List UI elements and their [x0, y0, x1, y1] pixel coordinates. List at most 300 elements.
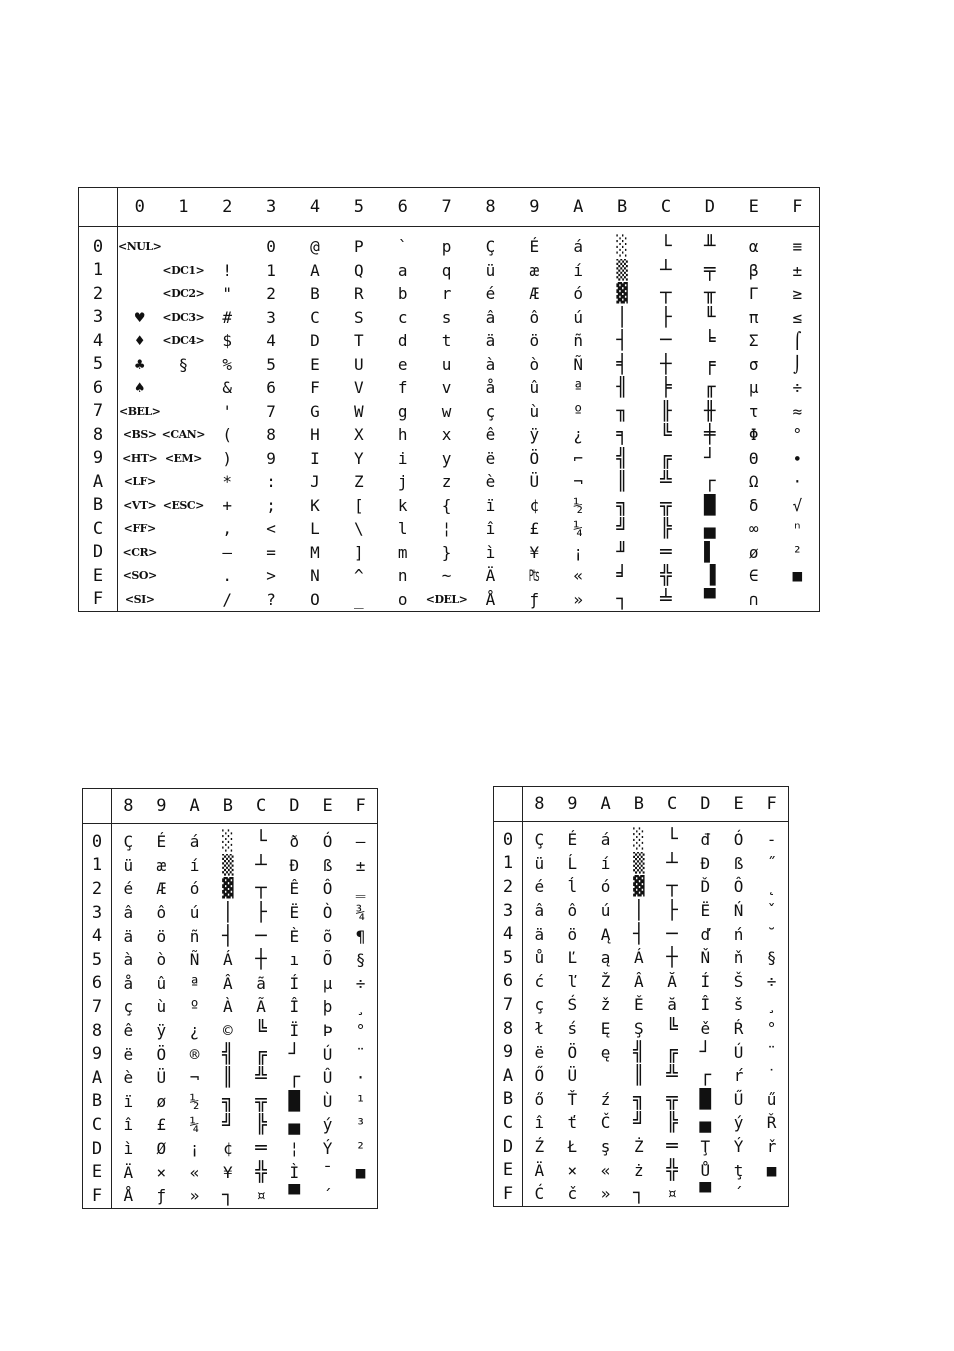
char-cell: a: [397, 260, 408, 280]
char-cell: ő: [534, 1089, 545, 1109]
char-cell: ù: [529, 401, 540, 421]
char-cell: █: [288, 1089, 301, 1112]
table-row: [494, 852, 789, 876]
char-cell: X: [353, 425, 364, 445]
table-row: [83, 901, 378, 925]
char-cell: ╬: [255, 1160, 267, 1183]
char-cell: ò: [156, 950, 167, 970]
char-cell: [118, 259, 162, 283]
char-cell: Å: [123, 1186, 134, 1206]
char-cell: ╬: [666, 1158, 678, 1181]
char-cell: Ì: [289, 1162, 300, 1182]
char-cell: ¥: [529, 542, 540, 562]
char-cell: V: [353, 378, 364, 398]
char-cell: ┴: [660, 258, 672, 281]
table-row: [83, 924, 378, 948]
char-cell: -: [766, 830, 777, 850]
row-header: 6: [79, 376, 118, 400]
char-cell: Â: [634, 971, 644, 991]
char-cell: !: [222, 260, 232, 280]
char-cell: B: [310, 284, 320, 304]
char-cell: Ú: [733, 1042, 744, 1062]
table-row: [494, 1064, 789, 1088]
column-header: 2: [205, 188, 249, 227]
char-cell: $: [222, 331, 232, 351]
table-row: [83, 1019, 378, 1043]
char-cell: õ: [322, 926, 333, 946]
table-row: [494, 822, 789, 852]
char-cell: │: [616, 305, 628, 328]
char-cell: ╝: [633, 1111, 645, 1134]
char-cell: í: [189, 855, 200, 875]
column-header-row: [494, 787, 789, 822]
char-cell: ┌: [288, 1066, 301, 1089]
char-cell: /: [222, 589, 232, 609]
table-row: [79, 588, 820, 612]
char-cell: â: [123, 903, 134, 923]
char-cell: ı: [289, 950, 300, 970]
char-cell: #: [222, 307, 232, 327]
char-cell: ┼: [660, 352, 672, 375]
char-cell: «: [189, 1162, 200, 1182]
char-cell: █: [699, 1087, 712, 1110]
char-cell: ş: [600, 1137, 611, 1157]
row-header: A: [494, 1064, 523, 1088]
table-row: [494, 1017, 789, 1041]
char-cell: ▄: [699, 1111, 712, 1134]
table-body: [494, 822, 789, 1207]
char-cell: ░: [616, 235, 628, 258]
char-cell: Ż: [634, 1137, 644, 1157]
table-row: [79, 564, 820, 588]
char-cell: [161, 376, 205, 400]
char-cell: Ů: [700, 1160, 711, 1180]
char-cell: ┴: [255, 853, 267, 876]
char-cell: ÷: [766, 971, 777, 991]
table-row: [79, 282, 820, 306]
char-cell: σ: [748, 354, 759, 374]
char-cell: Ä: [485, 566, 496, 586]
char-cell: Σ: [748, 331, 759, 351]
char-cell: ò: [529, 354, 540, 374]
row-header: F: [83, 1184, 112, 1208]
char-cell: Ť: [567, 1089, 578, 1109]
char-cell: ┘: [288, 1042, 301, 1065]
char-cell: ≈: [792, 401, 803, 421]
char-cell: b: [397, 284, 408, 304]
char-cell: ═: [666, 1135, 678, 1158]
char-cell: 8: [266, 425, 276, 445]
char-cell: [755, 1182, 788, 1206]
char-cell: C: [310, 307, 320, 327]
char-cell: ╣: [222, 1042, 234, 1065]
char-cell: æ: [156, 855, 167, 875]
char-cell: °: [355, 1021, 366, 1041]
char-cell: ╧: [660, 587, 672, 610]
char-cell: ╦: [255, 1089, 267, 1112]
char-cell: ╠: [666, 1111, 678, 1134]
char-cell: ¯: [322, 1162, 333, 1182]
column-header: C: [656, 787, 689, 822]
char-cell: 0: [266, 237, 276, 257]
char-cell: Ř: [766, 1113, 777, 1133]
char-cell: ▄: [704, 517, 716, 540]
table-row: [494, 1111, 789, 1135]
char-cell: _: [353, 589, 364, 609]
table-row: [494, 1088, 789, 1112]
char-cell: ╙: [704, 305, 716, 328]
char-cell: <SI>: [124, 592, 155, 606]
char-cell: ≡: [792, 237, 803, 257]
char-cell: Î: [289, 997, 300, 1017]
row-header: 5: [83, 948, 112, 972]
char-cell: R: [353, 284, 364, 304]
column-header-row: [79, 188, 820, 227]
char-cell: ô: [156, 903, 167, 923]
char-cell: ×: [156, 1162, 167, 1182]
char-cell: ¿: [573, 425, 583, 445]
char-cell: ´: [322, 1186, 333, 1206]
char-cell: ê: [485, 425, 496, 445]
char-cell: ∈: [748, 566, 759, 586]
table-row: [83, 1113, 378, 1137]
char-cell: [776, 588, 820, 612]
char-cell: Ò: [322, 903, 333, 923]
row-header: B: [494, 1088, 523, 1112]
char-cell: ;: [266, 495, 276, 515]
char-cell: N: [310, 566, 320, 586]
char-cell: ╛: [616, 564, 628, 587]
char-cell: §: [178, 354, 189, 374]
table-row: [83, 877, 378, 901]
char-cell: æ: [529, 260, 540, 280]
column-header: F: [344, 789, 377, 824]
row-header: 8: [494, 1017, 523, 1041]
corner-cell: [494, 787, 523, 822]
row-header: 3: [79, 306, 118, 330]
row-header: 9: [79, 447, 118, 471]
char-cell: å: [123, 973, 134, 993]
char-cell: ╜: [616, 540, 628, 563]
char-cell: ╣: [616, 446, 628, 469]
char-cell: ': [222, 401, 232, 421]
char-cell: Æ: [156, 879, 167, 899]
char-cell: Ù: [322, 1091, 333, 1111]
table-row: [79, 227, 820, 259]
char-cell: [161, 470, 205, 494]
char-cell: ù: [156, 997, 167, 1017]
table-row: [494, 970, 789, 994]
column-header: A: [178, 789, 211, 824]
table-row: [494, 922, 789, 946]
column-header: 1: [161, 188, 205, 227]
column-header: 8: [469, 188, 513, 227]
corner-cell: [79, 188, 118, 227]
char-cell: ║: [222, 1066, 234, 1089]
code-table-upper-left: [82, 788, 378, 1209]
char-cell: O: [310, 589, 320, 609]
char-cell: ˝: [766, 853, 777, 873]
char-cell: ┬: [666, 875, 678, 898]
char-cell: ê: [123, 1021, 134, 1041]
char-cell: ²: [355, 1139, 366, 1159]
char-cell: ■: [355, 1162, 366, 1182]
char-cell: ú: [573, 307, 583, 327]
char-cell: :: [266, 472, 276, 492]
table-row: [79, 423, 820, 447]
char-cell: ç: [534, 995, 545, 1015]
char-cell: ł: [534, 1019, 545, 1039]
row-header: 8: [79, 423, 118, 447]
column-header: 3: [249, 188, 293, 227]
char-cell: Ï: [289, 1021, 300, 1041]
char-cell: x: [441, 425, 452, 445]
char-cell: [161, 564, 205, 588]
char-cell: ╥: [704, 282, 716, 305]
row-header: 4: [79, 329, 118, 353]
char-cell: <LF>: [123, 475, 156, 489]
char-cell: Ó: [733, 830, 744, 850]
table-row: [79, 517, 820, 541]
char-cell: º: [573, 401, 583, 421]
char-cell: Z: [353, 472, 364, 492]
char-cell: ═: [255, 1137, 267, 1160]
char-cell: Ą: [600, 924, 611, 944]
char-cell: ╢: [616, 376, 628, 399]
char-cell: └: [666, 828, 678, 851]
char-cell: ┤: [616, 329, 628, 352]
char-cell: á: [573, 237, 583, 257]
row-header: C: [79, 517, 118, 541]
table-row: [494, 899, 789, 923]
table-row: [83, 972, 378, 996]
char-cell: Ň: [700, 948, 711, 968]
char-cell: T: [353, 331, 364, 351]
char-cell: ╩: [666, 1064, 678, 1087]
char-cell: e: [397, 354, 408, 374]
char-cell: Ô: [322, 879, 333, 899]
table-row: [79, 353, 820, 377]
char-cell: Ö: [567, 1042, 578, 1062]
column-header: B: [211, 789, 244, 824]
char-cell: £: [529, 519, 540, 539]
char-cell: ,: [222, 519, 232, 539]
char-cell: │: [633, 899, 645, 922]
char-cell: ë: [534, 1042, 545, 1062]
char-cell: å: [485, 378, 496, 398]
char-cell: z: [441, 472, 452, 492]
table-row: [494, 1158, 789, 1182]
char-cell: {: [441, 495, 452, 515]
char-cell: ▀: [699, 1182, 712, 1205]
char-cell: U: [353, 354, 364, 374]
table-row: [83, 1137, 378, 1161]
char-cell: (: [222, 425, 232, 445]
table-row: [79, 541, 820, 565]
char-cell: ˇ: [766, 901, 777, 921]
char-cell: ╡: [616, 352, 628, 375]
char-cell: ó: [573, 284, 583, 304]
char-cell: ╕: [616, 423, 628, 446]
char-cell: ├: [666, 899, 678, 922]
char-cell: └: [255, 830, 267, 853]
char-cell: ś: [567, 1019, 578, 1039]
char-cell: ÷: [355, 973, 366, 993]
char-cell: i: [397, 448, 408, 468]
char-cell: ã: [256, 973, 266, 993]
column-header: 6: [381, 188, 425, 227]
char-cell: Ñ: [189, 950, 200, 970]
column-header: 4: [293, 188, 337, 227]
char-cell: ä: [123, 926, 134, 946]
char-cell: y: [441, 448, 452, 468]
table-row: [79, 470, 820, 494]
char-cell: ■: [792, 566, 803, 586]
char-cell: ∞: [748, 519, 759, 539]
char-cell: Ü: [156, 1068, 167, 1088]
char-cell: ▀: [288, 1184, 301, 1207]
char-cell: <BEL>: [119, 404, 161, 418]
char-cell: ń: [733, 924, 744, 944]
char-cell: µ: [322, 973, 333, 993]
char-cell: ♣: [134, 354, 145, 374]
char-cell: H: [310, 425, 320, 445]
char-cell: ╩: [255, 1066, 267, 1089]
char-cell: ¸: [355, 997, 366, 1017]
char-cell: ]: [353, 542, 364, 562]
char-cell: š: [733, 995, 744, 1015]
char-cell: [: [353, 495, 364, 515]
char-cell: Ä: [123, 1162, 134, 1182]
char-cell: ╦: [666, 1087, 678, 1110]
char-cell: ì: [123, 1139, 134, 1159]
char-cell: ă: [667, 995, 677, 1015]
row-header: 0: [83, 824, 112, 854]
char-cell: ╖: [616, 399, 628, 422]
char-cell: Ž: [600, 971, 611, 991]
char-cell: ¹: [355, 1091, 366, 1111]
char-cell: ì: [485, 542, 496, 562]
table-body: [79, 227, 820, 612]
char-cell: A: [310, 260, 320, 280]
char-cell: ║: [633, 1064, 645, 1087]
char-cell: ▓: [616, 282, 628, 305]
char-cell: é: [485, 284, 496, 304]
char-cell: <DC1>: [162, 263, 205, 277]
char-cell: ÿ: [156, 1021, 167, 1041]
char-cell: [205, 227, 249, 259]
column-header: 8: [112, 789, 145, 824]
char-cell: Ó: [322, 832, 333, 852]
char-cell: =: [266, 542, 276, 562]
char-cell: û: [529, 378, 540, 398]
code-table-upper-right: [493, 786, 789, 1207]
column-header: D: [278, 789, 311, 824]
char-cell: ╗: [633, 1087, 645, 1110]
char-cell: ≥: [792, 284, 803, 304]
char-cell: Å: [485, 589, 496, 609]
column-header: 8: [523, 787, 556, 822]
char-cell: ¼: [189, 1115, 200, 1135]
char-cell: ▓: [633, 875, 645, 898]
char-cell: ¡: [189, 1139, 200, 1159]
char-cell: «: [600, 1160, 611, 1180]
char-cell: `: [397, 237, 408, 257]
char-cell: [161, 541, 205, 565]
char-cell: τ: [748, 401, 759, 421]
char-cell: Ü: [529, 472, 540, 492]
char-cell: +: [222, 495, 232, 515]
char-cell: ╔: [660, 446, 672, 469]
char-cell: É: [156, 832, 167, 852]
char-cell: D: [310, 331, 320, 351]
char-cell: ╔: [666, 1040, 678, 1063]
char-cell: ~: [441, 566, 452, 586]
char-cell: m: [397, 542, 408, 562]
column-header: E: [311, 789, 344, 824]
column-header: F: [755, 787, 788, 822]
char-cell: Æ: [529, 284, 540, 304]
char-cell: ž: [600, 995, 611, 1015]
char-cell: Á: [634, 948, 644, 968]
char-cell: ß: [322, 855, 333, 875]
char-cell: <NUL>: [118, 240, 162, 254]
char-cell: î: [485, 519, 496, 539]
char-cell: <CAN>: [161, 428, 205, 442]
char-cell: ï: [485, 495, 496, 515]
char-cell: ¸: [766, 995, 777, 1015]
char-cell: ┌: [704, 470, 716, 493]
char-cell: ½: [189, 1091, 200, 1111]
char-cell: l: [397, 519, 408, 539]
char-cell: ß: [733, 853, 744, 873]
char-cell: W: [353, 401, 364, 421]
char-cell: ¦: [441, 519, 452, 539]
char-cell: ĺ: [567, 877, 578, 897]
row-header: 3: [494, 899, 523, 923]
char-cell: Č: [600, 1113, 611, 1133]
char-cell: ⌠: [792, 331, 803, 351]
char-cell: Θ: [748, 448, 759, 468]
char-cell: ¢: [529, 495, 540, 515]
char-cell: ý: [733, 1113, 744, 1133]
char-cell: J: [310, 472, 320, 492]
char-cell: S: [353, 307, 364, 327]
char-cell: δ: [748, 495, 759, 515]
char-cell: Ç: [534, 830, 545, 850]
char-cell: ï: [123, 1091, 134, 1111]
char-cell: 3: [266, 307, 276, 327]
char-cell: Ĺ: [567, 853, 578, 873]
char-cell: ┌: [699, 1064, 712, 1087]
char-cell: <VT>: [123, 498, 157, 512]
char-cell: √: [792, 495, 803, 515]
char-cell: [161, 517, 205, 541]
char-cell: Φ: [748, 425, 759, 445]
char-cell: Ş: [634, 1019, 644, 1039]
char-cell: ˘: [766, 924, 777, 944]
char-cell: î: [534, 1113, 545, 1133]
char-cell: đ: [700, 830, 711, 850]
char-cell: 7: [266, 401, 276, 421]
char-cell: ż: [634, 1160, 644, 1180]
column-header-row: [83, 789, 378, 824]
char-cell: ź: [600, 1089, 611, 1109]
char-cell: è: [485, 472, 496, 492]
char-cell: ╠: [255, 1113, 267, 1136]
char-cell: Ă: [667, 971, 677, 991]
char-cell: o: [397, 589, 408, 609]
